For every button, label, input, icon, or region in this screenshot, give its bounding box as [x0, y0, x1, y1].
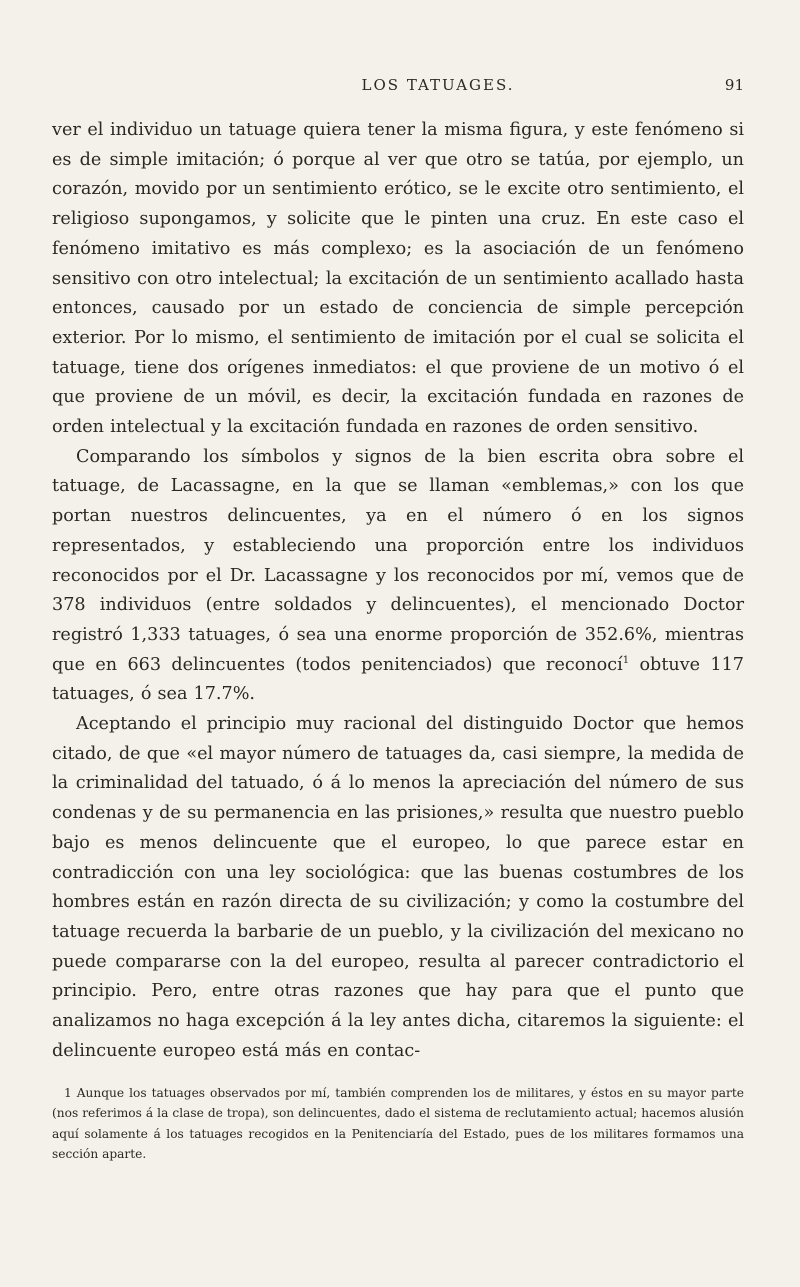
footnote-reference[interactable]: 1 — [622, 654, 630, 666]
paragraph-3: Aceptando el principio muy racional del distinguido Doctor que hemos citado, de que «el mayor número de tatuages da, casi siempre, la medida de la criminalidad del tatuado, ó á lo menos la apreciación del número de sus condenas y de su permanencia en las prisiones,» resulta que nuestro pueblo bajo es menos delincuente que el europeo, lo que parece estar en contradicción con una ley sociológica: que las buenas costumbres de los hombres están en razón directa de su civilización; y como la costumbre del tatuage recuerda la barbarie de un pueblo, y la civilización del mexicano no puede compararse con la del europeo, resulta al parecer contradictorio el principio. Pero, entre otras razones que hay para que el punto que analizamos no haga excepción á la ley antes dicha, citaremos la siguiente: el delincuente europeo está más en contac- — [52, 714, 744, 1061]
running-title: LOS TATUAGES. — [361, 76, 515, 94]
paragraph-2-text-end: obtuve 117 tatuages, ó sea 17.7%. — [52, 654, 744, 705]
paragraph-2-text: Comparando los símbolos y signos de la bien escrita obra sobre el tatuage, de Lacassagne, en la que se llaman «emblemas,» con los que portan nuestros delincuentes, ya en el número ó en los signos representados, y estableciendo una proporción entre los individuos reconocidos por el Dr. Lacassagne y los reconocidos por mí, vemos que de 378 individuos (entre soldados y delincuentes), el mencionado Doctor registró 1,333 tatuages, ó sea una enorme proporción de 352.6%, mientras que en 663 delincuentes (todos penitenciados) que reconocí — [52, 446, 744, 675]
footnote-1: 1 Aunque los tatuages observados por mí, también comprenden los de militares, y éstos en su mayor parte (nos referimos á la clase de tropa), son delincuentes, dado el sistema de reclutamiento actual; hacemos alusión aquí solamente á los tatuages recogidos en la Penitenciaría del Estado, pues de los militares formamos una sección aparte. — [52, 1085, 744, 1161]
paragraph-2 — [52, 443, 744, 710]
running-head — [52, 76, 744, 106]
page-number: 91 — [724, 76, 744, 94]
body-text — [52, 116, 744, 1067]
book-page — [52, 76, 744, 1165]
footnotes — [52, 1083, 744, 1165]
paragraph-1: ver el individuo un tatuage quiera tener la misma figura, y este fenómeno si es de simple imitación; ó porque al ver que otro se tatúa, por ejemplo, un corazón, movido por un sentimiento erótico, se le excite otro sentimiento, el religioso supongamos, y solicite que le pinten una cruz. En este caso el fenómeno imitativo es más complexo; es la asociación de un fenómeno sensitivo con otro intelectual; la excitación de un sentimiento acallado hasta entonces, causado por un estado de conciencia de simple percepción exterior. Por lo mismo, el sentimiento de imitación por el cual se solicita el tatuage, tiene dos orígenes inmediatos: el que proviene de un motivo ó el que proviene de un móvil, es decir, la excitación fundada en razones de orden intelectual y la excitación fundada en razones de orden sensitivo. — [52, 120, 744, 438]
